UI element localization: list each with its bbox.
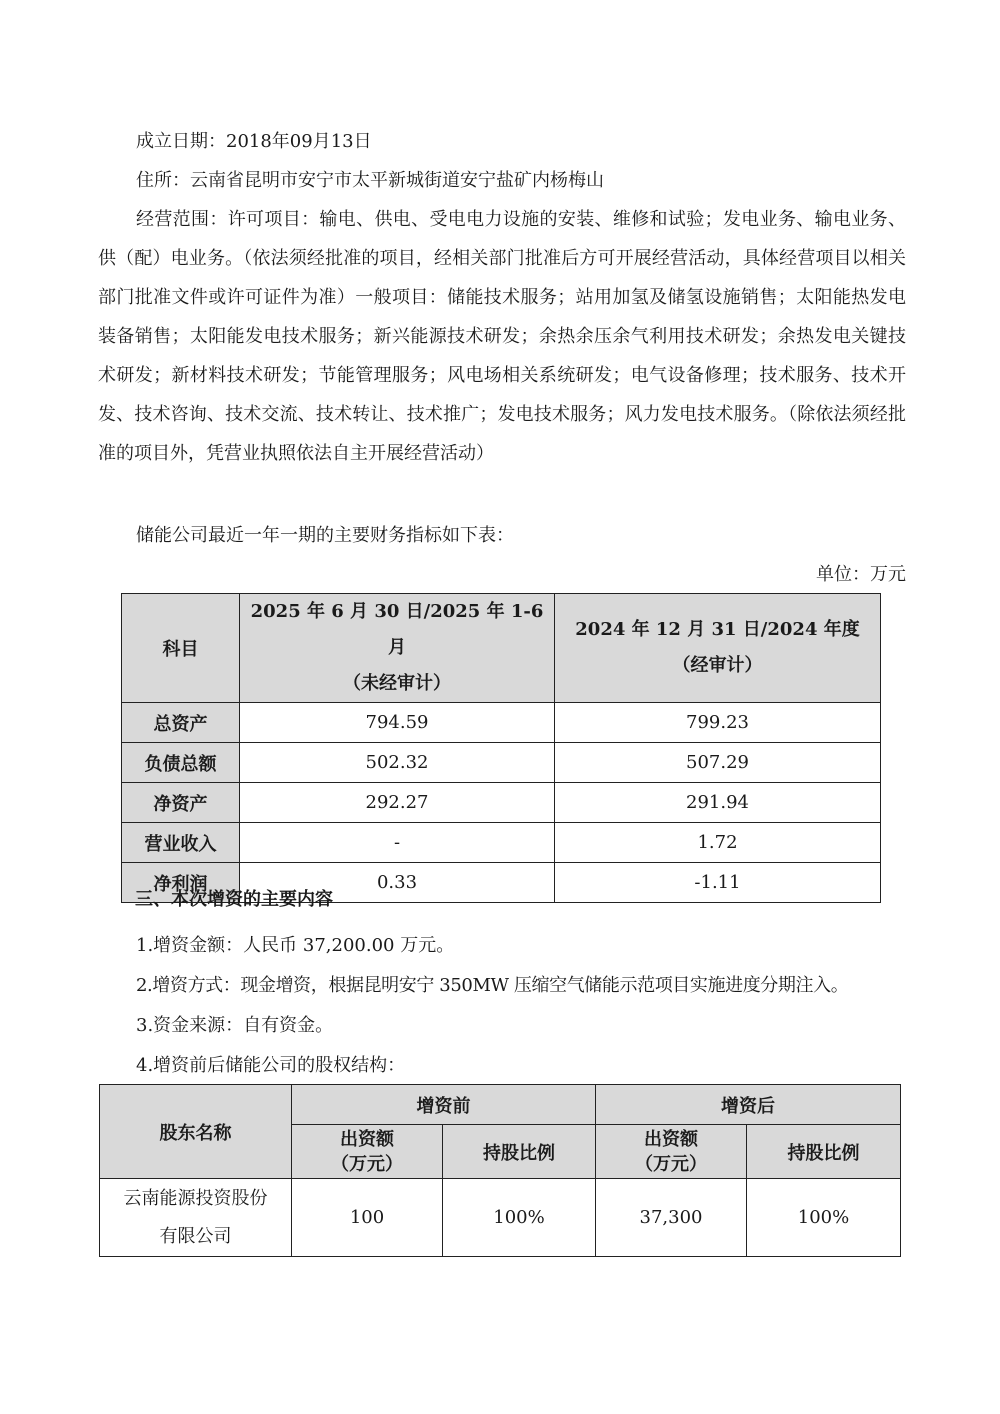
amount-unit: （万元） xyxy=(635,1153,707,1175)
item-funding: 3.资金来源：自有资金。 xyxy=(136,1015,334,1036)
header-after-ratio: 持股比例 xyxy=(747,1125,901,1179)
unit-label: 单位：万元 xyxy=(816,564,906,585)
item-method: 2.增资方式：现金增资，根据昆明安宁 350MW 压缩空气储能示范项目实施进度分期注入。 xyxy=(136,975,849,996)
row-value-2024: -1.11 xyxy=(555,863,881,903)
row-label: 负债总额 xyxy=(122,743,240,783)
row-value-2025: 0.33 xyxy=(240,863,555,903)
row-value-2024: 291.94 xyxy=(555,783,881,823)
row-value-2025: 794.59 xyxy=(240,703,555,743)
header-period-2024-date: 2024 年 12 月 31 日/2024 年度 xyxy=(575,619,860,640)
shareholder-name xyxy=(100,1179,292,1257)
section-heading: 三、本次增资的主要内容 xyxy=(135,889,333,910)
table-row xyxy=(122,743,881,783)
header-period-2024 xyxy=(555,594,881,703)
header-period-2024-audit: （经审计） xyxy=(672,655,763,676)
after-ratio: 100% xyxy=(747,1179,901,1257)
row-value-2025: 502.32 xyxy=(240,743,555,783)
row-label: 总资产 xyxy=(122,703,240,743)
row-label: 净资产 xyxy=(122,783,240,823)
item-amount: 1.增资金额：人民币 37,200.00 万元。 xyxy=(136,935,455,956)
table-row xyxy=(122,703,881,743)
row-value-2024: 507.29 xyxy=(555,743,881,783)
amount-label: 出资额 xyxy=(644,1128,698,1150)
table-row xyxy=(122,823,881,863)
row-value-2024: 799.23 xyxy=(555,703,881,743)
founded-date: 成立日期：2018年09月13日 xyxy=(136,131,372,152)
header-shareholder: 股东名称 xyxy=(100,1085,292,1179)
equity-table xyxy=(99,1084,901,1257)
header-subject: 科目 xyxy=(122,594,240,703)
shareholder-name-line2: 有限公司 xyxy=(159,1225,232,1247)
item-structure: 4.增资前后储能公司的股权结构： xyxy=(136,1055,406,1076)
row-label: 营业收入 xyxy=(122,823,240,863)
header-after: 增资后 xyxy=(596,1085,901,1125)
before-ratio: 100% xyxy=(443,1179,596,1257)
header-period-2025-date: 2025 年 6 月 30 日/2025 年 1-6 月 xyxy=(250,601,544,658)
header-period-2025 xyxy=(240,594,555,703)
header-before-amount xyxy=(292,1125,443,1179)
header-period-2025-audit: （未经审计） xyxy=(343,673,451,694)
table-row xyxy=(100,1179,901,1257)
amount-label: 出资额 xyxy=(340,1128,394,1150)
row-value-2025: 292.27 xyxy=(240,783,555,823)
before-amount: 100 xyxy=(292,1179,443,1257)
header-after-amount xyxy=(596,1125,747,1179)
after-amount: 37,300 xyxy=(596,1179,747,1257)
row-value-2024: 1.72 xyxy=(555,823,881,863)
shareholder-name-line1: 云南能源投资股份 xyxy=(123,1187,268,1209)
address: 住所：云南省昆明市安宁市太平新城街道安宁盐矿内杨梅山 xyxy=(136,170,604,191)
financial-table xyxy=(121,593,881,903)
header-before-ratio: 持股比例 xyxy=(443,1125,596,1179)
row-label: 净利润 xyxy=(122,863,240,903)
header-before: 增资前 xyxy=(292,1085,596,1125)
row-value-2025: - xyxy=(240,823,555,863)
table-row xyxy=(122,783,881,823)
business-scope: 经营范围：许可项目：输电、供电、受电电力设施的安装、维修和试验；发电业务、输电业务、供（配）电业务。（依法须经批准的项目，经相关部门批准后方可开展经营活动，具体经营项目以相关部门批准文件或许可证件为准）一般项目：储能技术服务；站用加氢及储氢设施销售；太阳能热发电装备销售；太阳能发电技术服务；新兴能源技术研发；余热余压余气利用技术研发；余热发电关键技术研发；新材料技术研发；节能管理服务；风电场相关系统研发；电气设备修理；技术服务、技术开发、技术咨询、技术交流、技术转让、技术推广；发电技术服务；风力发电技术服务。（除依法须经批准的项目外，凭营业执照依法自主开展经营活动） xyxy=(98,209,906,464)
amount-unit: （万元） xyxy=(331,1153,403,1175)
financial-intro: 储能公司最近一年一期的主要财务指标如下表： xyxy=(136,525,514,546)
